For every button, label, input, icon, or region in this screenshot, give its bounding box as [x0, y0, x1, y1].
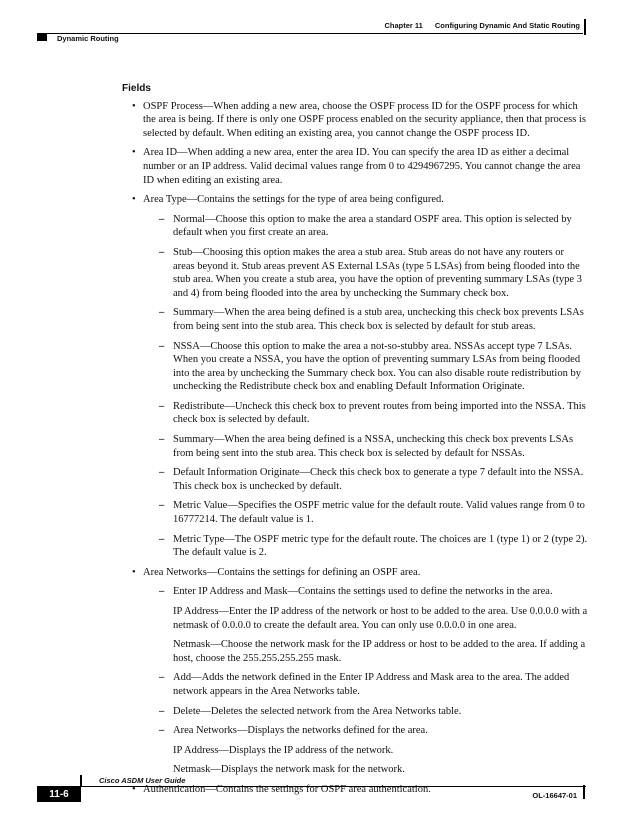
- chapter-title: Configuring Dynamic And Static Routing: [434, 21, 580, 30]
- sub-paragraph: Netmask—Choose the network mask for the IP address or host to be added to the area. If adding a host, choose the 255.255.255.255 mask.: [173, 639, 586, 664]
- sub-paragraph: IP Address—Displays the IP address of the network.: [173, 744, 394, 756]
- sub-paragraph: Netmask—Displays the network mask for the network.: [173, 764, 405, 776]
- sub-list-item: – Enter IP Address and Mask—Contains the settings used to define the networks in the area.: [122, 585, 588, 599]
- list-item: • Area Type—Contains the settings for the type of area being configured.: [122, 193, 588, 207]
- section-title: Dynamic Routing: [57, 34, 119, 43]
- document-number: OL-16647-01: [532, 791, 577, 800]
- fields-heading: Fields: [122, 83, 151, 94]
- sub-list-item: – Metric Value—Specifies the OSPF metric value for the default route. Valid values range from 0 to 16777214. The default value is 1.: [122, 499, 588, 526]
- sub-list-item: – Summary—When the area being defined is a stub area, unchecking this check box prevents LSAs from being sent into the stub area. This check box is selected by default for stub areas.: [122, 306, 588, 333]
- sub-paragraph: IP Address—Enter the IP address of the network or host to be added to the area. Use 0.0.0.0 with a netmask of 0.0.0.0 to create the default area. You can only use 0.0.0.0 in one area.: [173, 606, 588, 631]
- header-square-marker: [37, 33, 47, 41]
- sub-list-item: – Default Information Originate—Check this check box to generate a type 7 default into the NSSA. This check box is unchecked by default.: [122, 466, 588, 493]
- footer-vertical-bar: [583, 785, 585, 799]
- chapter-label: Chapter 11: [384, 21, 423, 30]
- page-number: 11-6: [37, 787, 81, 802]
- sub-list-item: – Normal—Choose this option to make the area a standard OSPF area. This option is selected by default when you first create an area.: [122, 213, 588, 240]
- sub-list-item: – Delete—Deletes the selected network from the Area Networks table.: [122, 705, 588, 719]
- list-item: • Area Networks—Contains the settings for defining an OSPF area.: [122, 566, 588, 580]
- list-item: • Area ID—When adding a new area, enter the area ID. You can specify the area ID as either a decimal number or an IP address. Valid decimal values range from 0 to 4294967295. You cannot change the area ID when editing an existing area.: [122, 146, 588, 187]
- chapter-header: [385, 21, 581, 30]
- sub-list-item: – Area Networks—Displays the networks defined for the area.: [122, 724, 588, 738]
- sub-list-item: – Summary—When the area being defined is a NSSA, unchecking this check box prevents LSAs from being sent into the stub area. This check box is selected by default for NSSAs.: [122, 433, 588, 460]
- guide-title: Cisco ASDM User Guide: [99, 776, 186, 785]
- header-vertical-bar: [584, 19, 586, 35]
- sub-list-item: – Stub—Choosing this option makes the area a stub area. Stub areas do not have any routers or areas beyond it. Stub areas prevent AS External LSAs (type 5 LSAs) from being flooded into the stub area. When you create a stub area, you have the option of preventing summary LSAs (type 3 and 4) from being flooded into the area by unchecking the Summary check box.: [122, 246, 588, 300]
- sub-list-item: – Redistribute—Uncheck this check box to prevent routes from being imported into the NSSA. This check box is selected by default.: [122, 400, 588, 427]
- sub-list-item: – NSSA—Choose this option to make the area a not-so-stubby area. NSSAs accept type 7 LSAs. When you create a NSSA, you have the option of preventing summary LSAs from being flooded into the area by unchecking the Summary check box. You can also disable route redistribution by unchecking the Redistribute check box and enabling Default Information Originate.: [122, 340, 588, 394]
- sub-list-item: – Metric Type—The OSPF metric type for the default route. The choices are 1 (type 1) or 2 (type 2). The default value is 2.: [122, 533, 588, 560]
- list-item: • OSPF Process—When adding a new area, choose the OSPF process ID for the OSPF process for which the area is being. If there is only one OSPF process enabled on the security appliance, then that process is selected by default. When editing an existing area, you cannot change the OSPF process ID.: [122, 100, 588, 141]
- footer-rule: [37, 786, 586, 787]
- list-item: • Authentication—Contains the settings for OSPF area authentication.: [122, 783, 588, 797]
- document-body: [122, 82, 588, 803]
- sub-list-item: – Add—Adds the network defined in the Enter IP Address and Mask area to the area. The added network appears in the Area Networks table.: [122, 671, 588, 698]
